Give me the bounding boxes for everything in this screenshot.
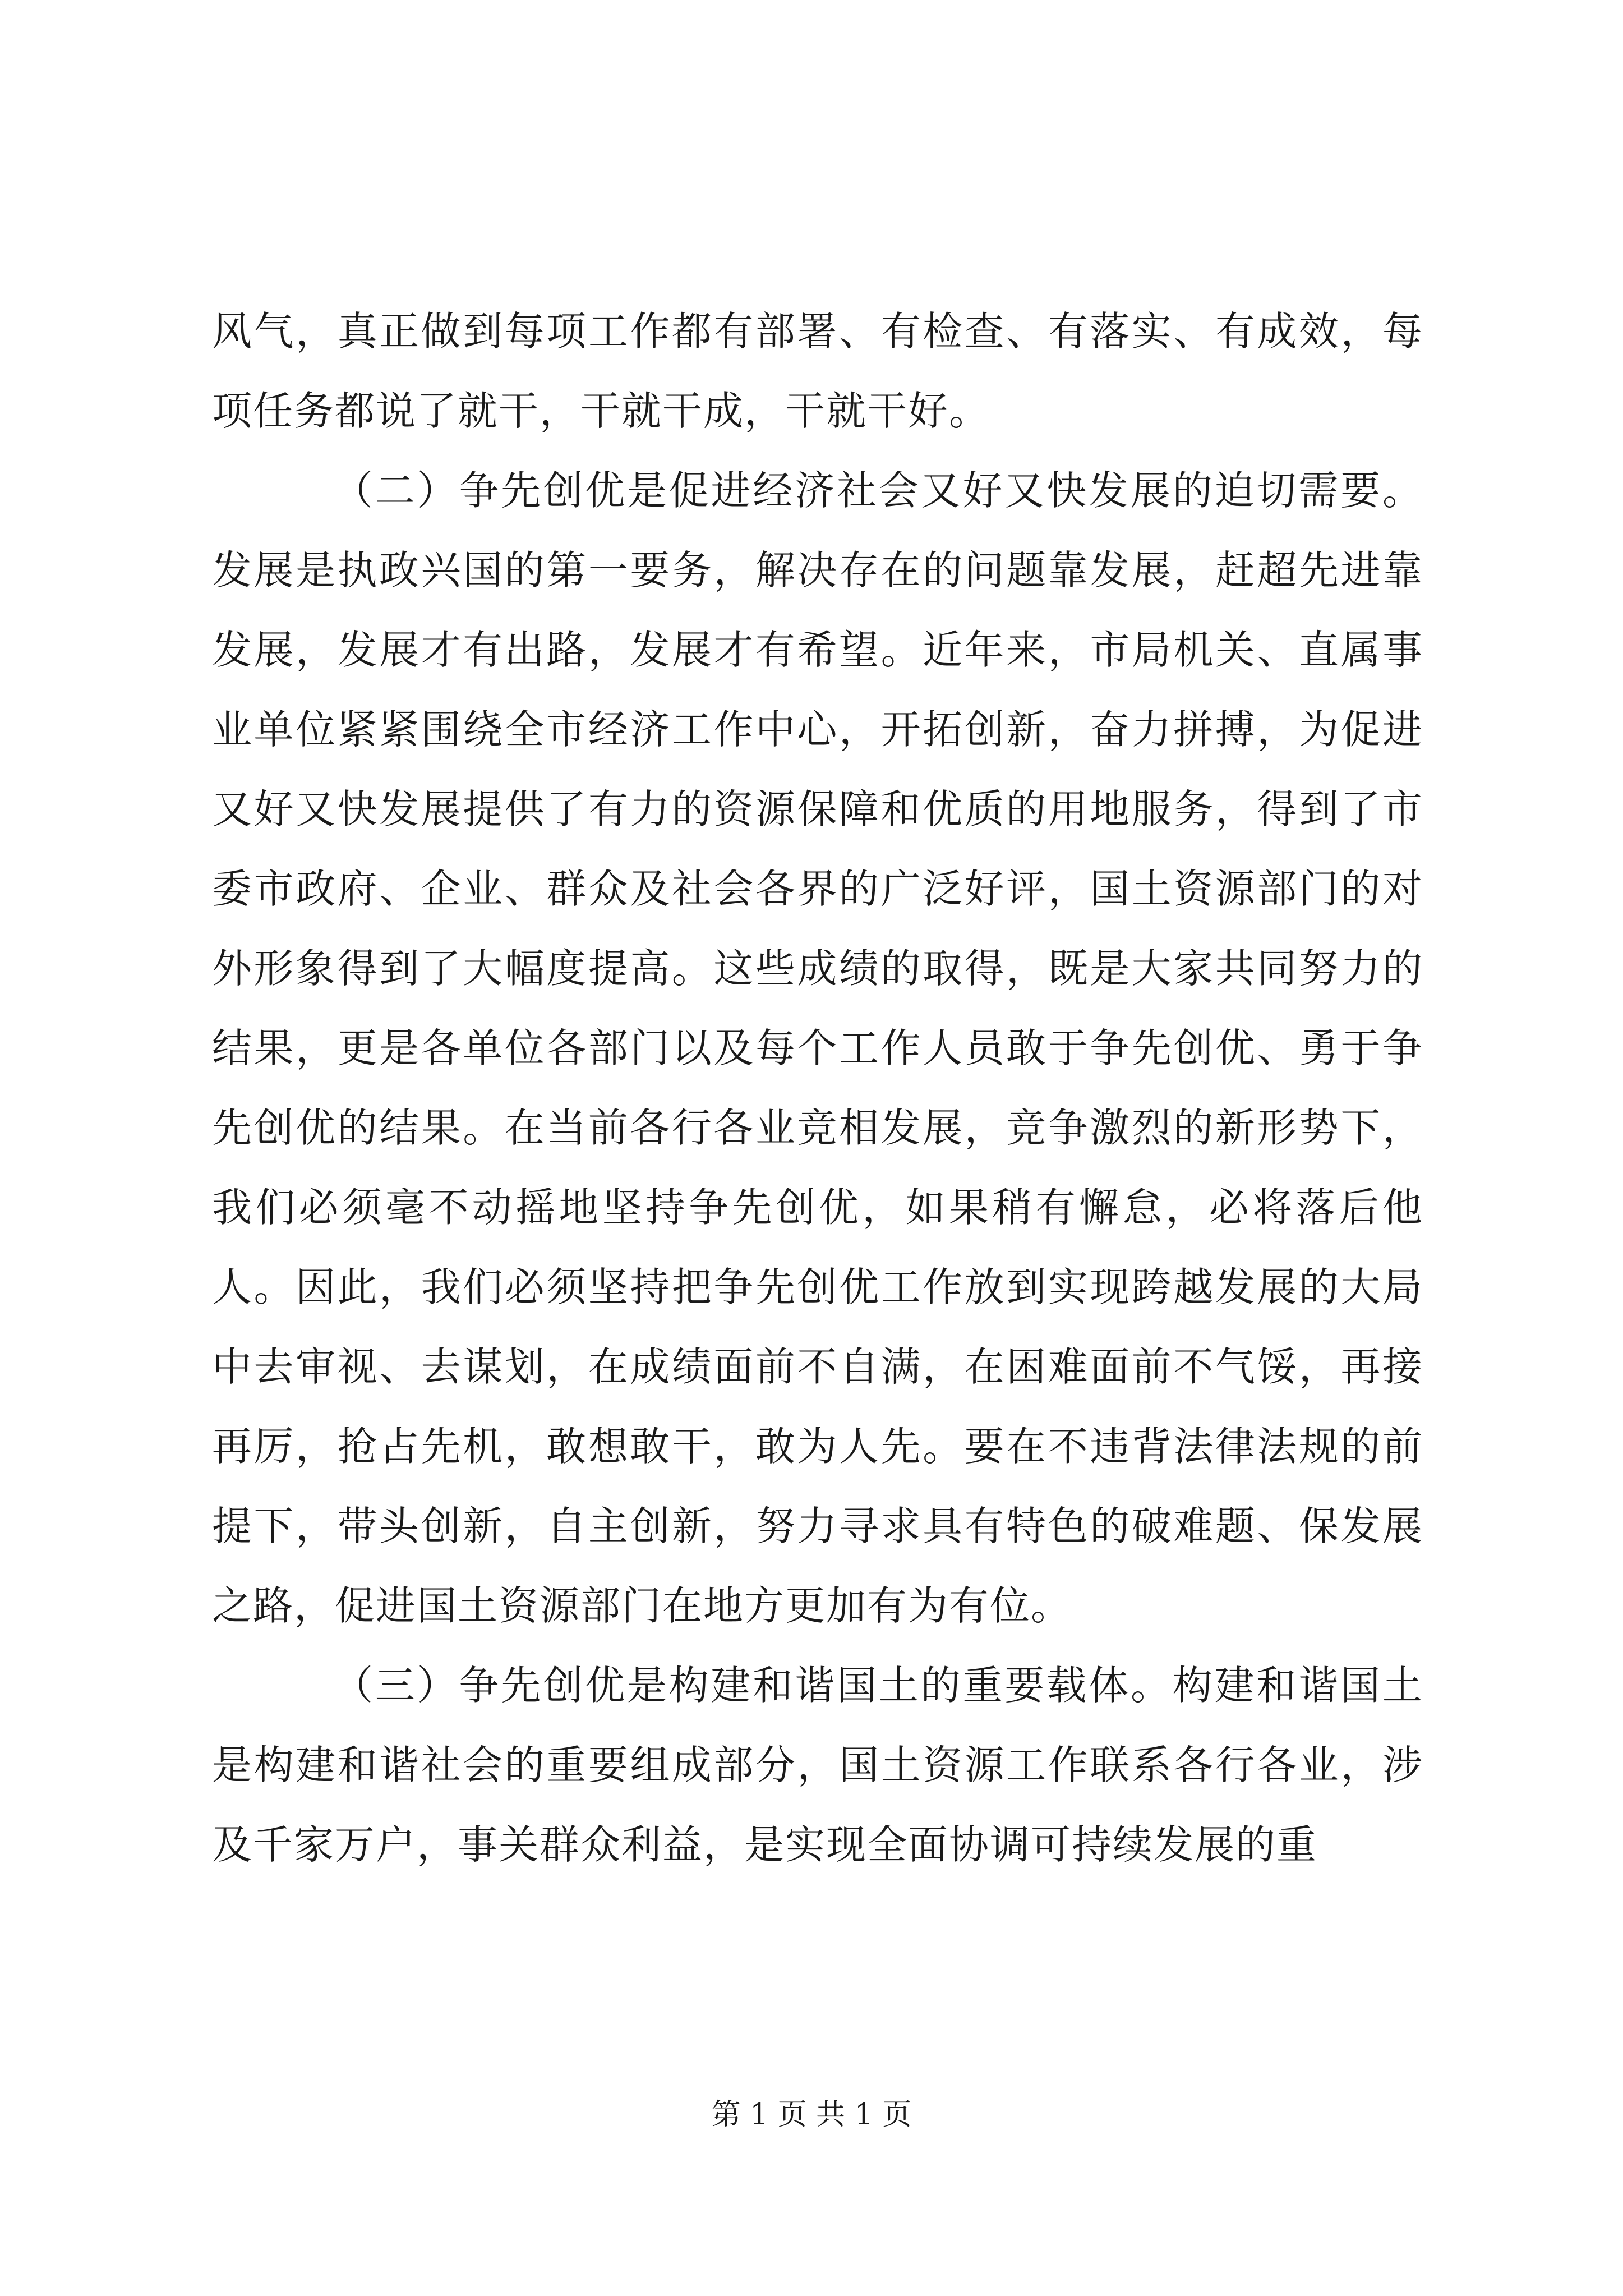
page-footer: 第 1 页 共 1 页	[711, 2098, 912, 2132]
document-body	[212, 292, 1423, 1885]
paragraph-section-three: （三）争先创优是构建和谐国土的重要载体。构建和谐国土是构建和谐社会的重要组成部分，国土资源工作联系各行各业，涉及千家万户，事关群众利益，是实现全面协调可持续发展的重	[212, 1662, 1423, 1868]
paragraph-continuation: 风气，真正做到每项工作都有部署、有检查、有落实、有成效，每项任务都说了就干，干就干成，干就干好。	[212, 308, 1423, 434]
paragraph-section-two: （二）争先创优是促进经济社会又好又快发展的迫切需要。发展是执政兴国的第一要务，解决存在的问题靠发展，赶超先进靠发展，发展才有出路，发展才有希望。近年来，市局机关、直属事业单位紧紧围绕全市经济工作中心，开拓创新，奋力拼搏，为促进又好又快发展提供了有力的资源保障和优质的用地服务，得到了市委市政府、企业、群众及社会各界的广泛好评，国土资源部门的对外形象得到了大幅度提高。这些成绩的取得，既是大家共同努力的结果，更是各单位各部门以及每个工作人员敢于争先创优、勇于争先创优的结果。在当前各行各业竞相发展，竞争激烈的新形势下，我们必须毫不动摇地坚持争先创优，如果稍有懈怠，必将落后他人。因此，我们必须坚持把争先创优工作放到实现跨越发展的大局中去审视、去谋划，在成绩面前不自满，在困难面前不气馁，再接再厉，抢占先机，敢想敢干，敢为人先。要在不违背法律法规的前提下，带头创新，自主创新，努力寻求具有特色的破难题、保发展之路，促进国土资源部门在地方更加有为有位。	[212, 467, 1423, 1629]
